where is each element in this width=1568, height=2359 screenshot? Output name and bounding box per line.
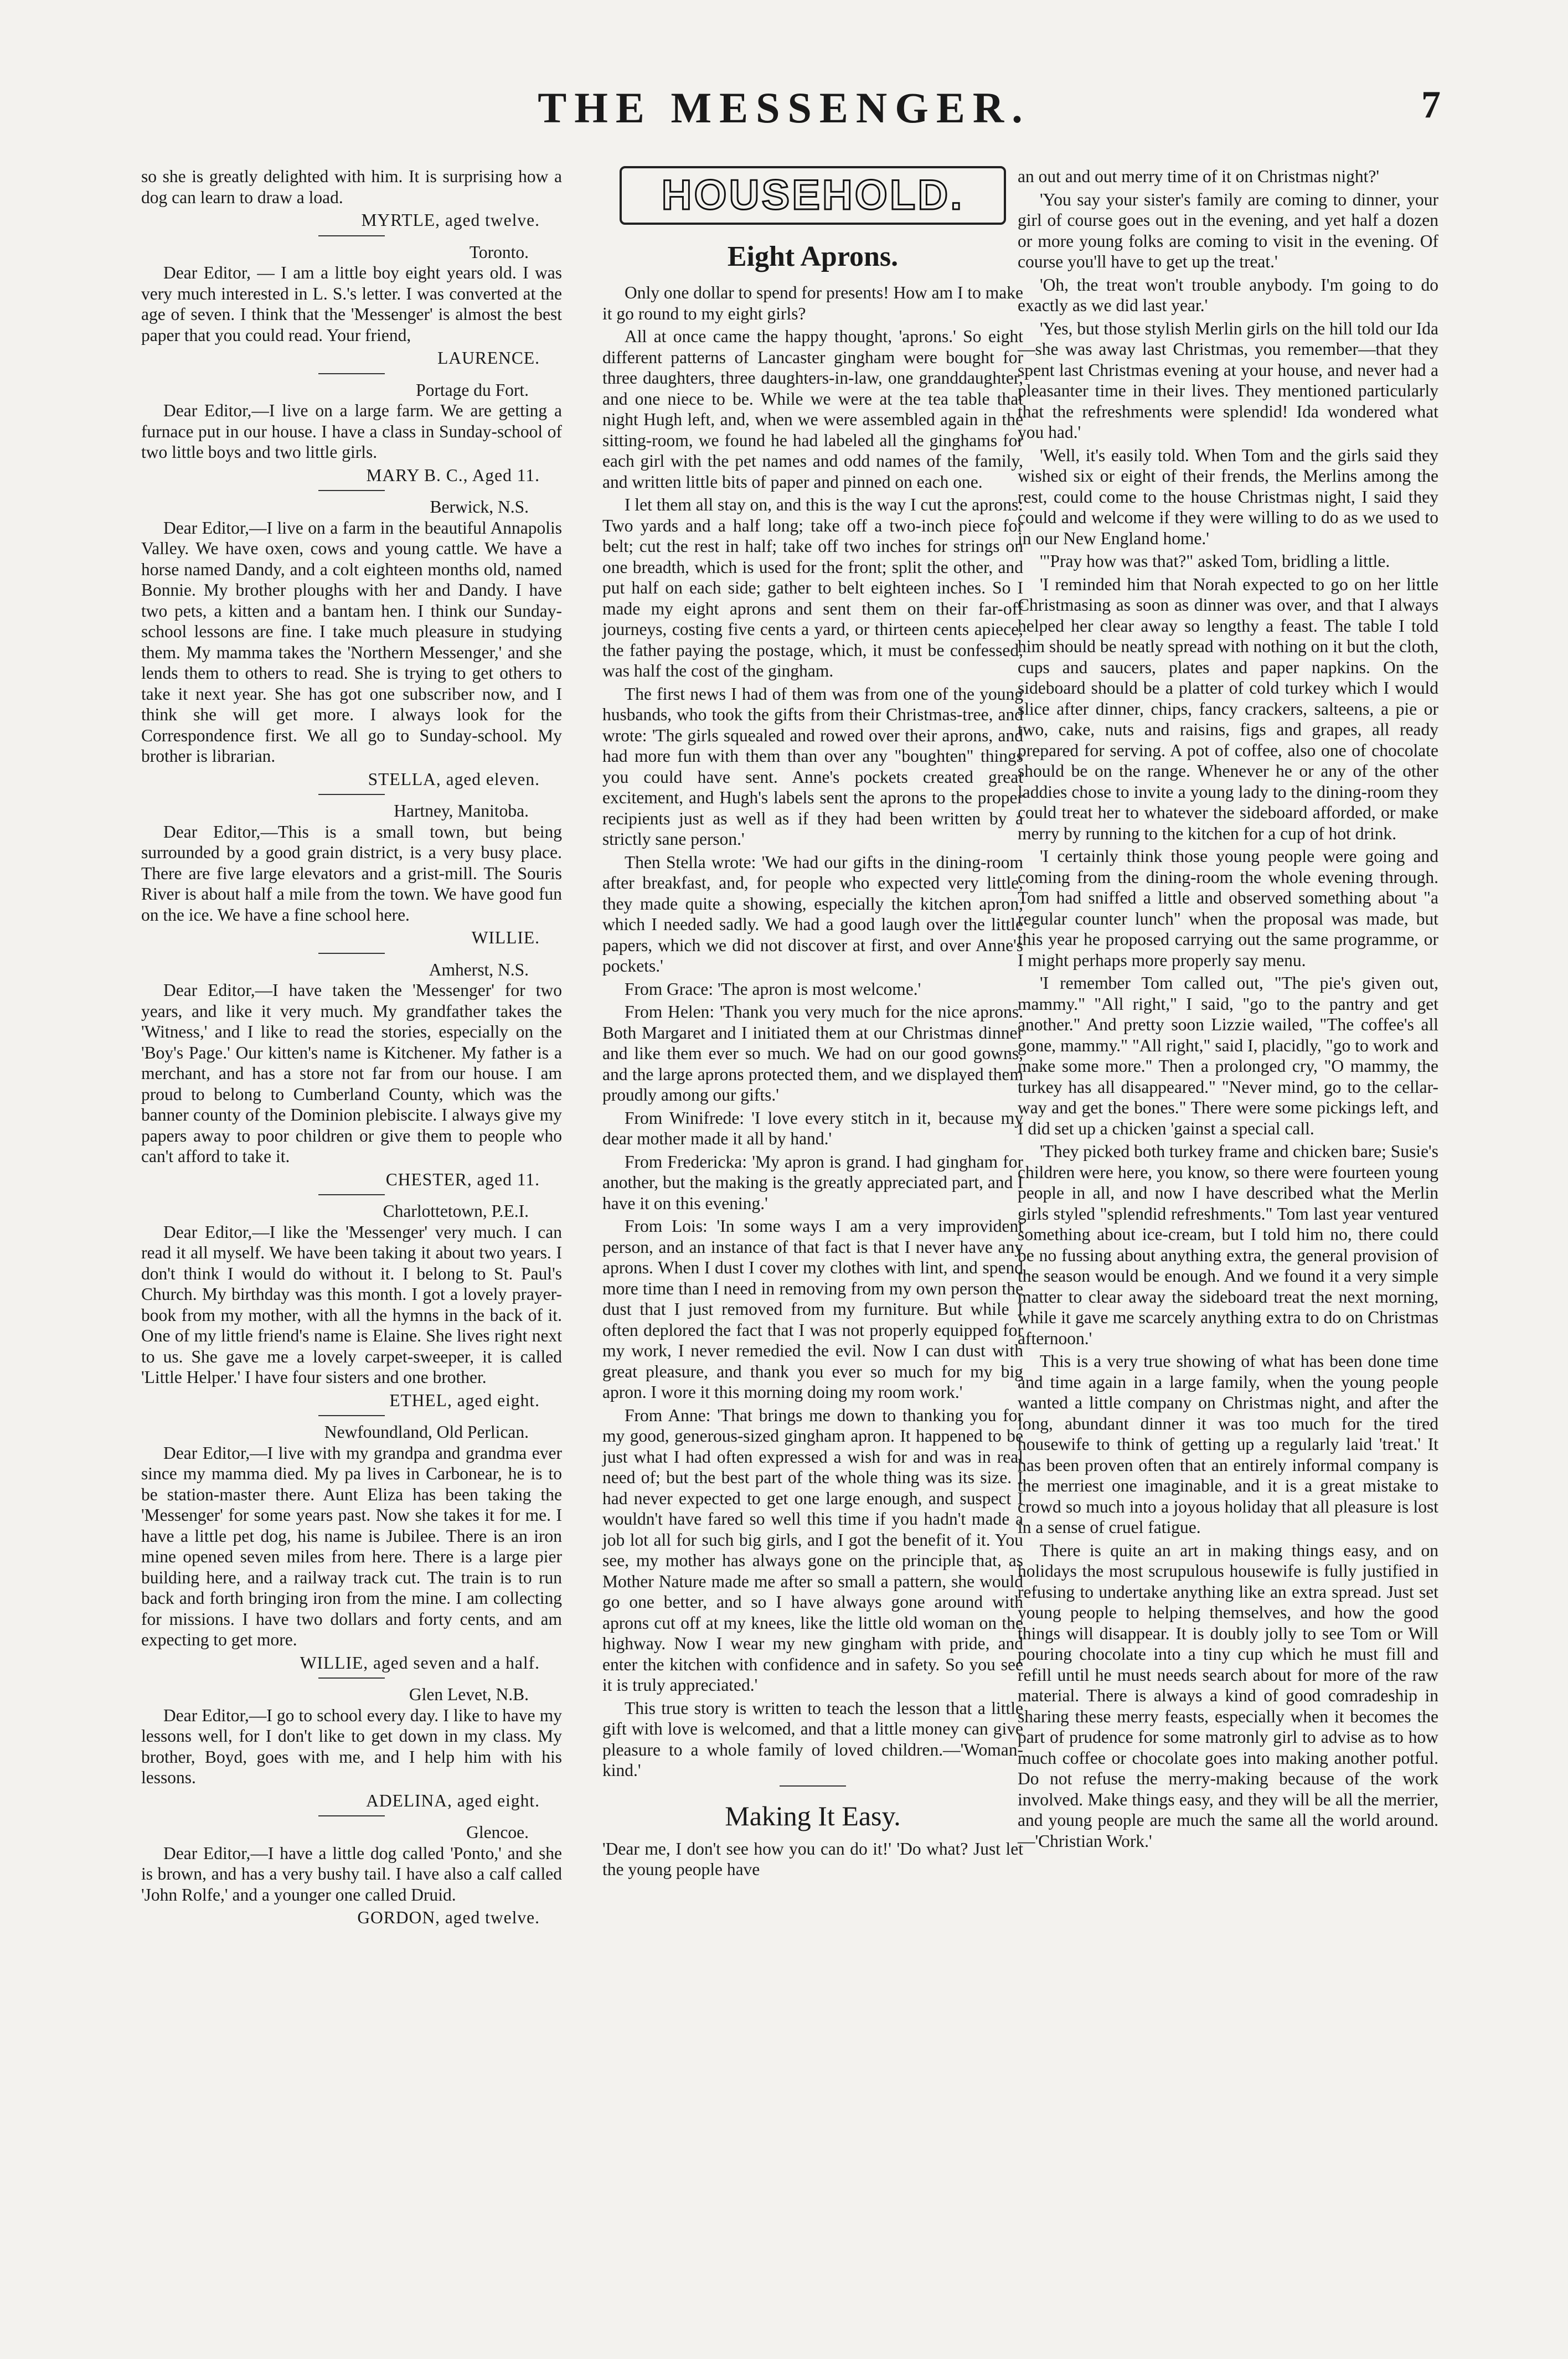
- article-paragraph: From Helen: 'Thank you very much for the nice aprons. Both Margaret and I initiated them at our Christmas dinner and like them ever so much. We had on our good gowns, and the large aprons protected them, and we displayed them proudly among our gifts.': [602, 1002, 1023, 1104]
- letter-fragment: so she is greatly delighted with him. It is surprising how a dog can learn to draw a load.: [141, 167, 562, 207]
- letter-place: Toronto.: [469, 242, 529, 262]
- letter: [141, 953, 562, 1190]
- article-paragraph: 'I remember Tom called out, "The pie's given out, mammy." "All right," I said, "go to the pantry and get another." And pretty soon Lizzie wailed, "The coffee's all gone, mammy." "All right," said I, placidly, "go to work and make some more." Then a prolonged cry, "O mammy, the turkey has all disappeared." "Never mind, go to the cellar-way and get the bones." There were some pickings left, and I did set up a chicken 'gainst a special call.: [1018, 973, 1438, 1138]
- letter-signature: CHESTER, aged 11.: [385, 1169, 540, 1189]
- divider: [318, 1815, 385, 1816]
- article-paragraph: All at once came the happy thought, 'aprons.' So eight different patterns of Lancaster gingham were bought for three daughters, three daughters-in-law, one granddaughter, and one niece to be. While we were at the tea table that night Hugh left, and, when we were assembled again in the sitting-room, we found he had labeled all the ginghams for each girl with the pet names and odd names of the family, and written little bits of paper and pinned on each one.: [602, 327, 1023, 492]
- article-paragraph: 'Oh, the treat won't trouble anybody. I'm going to do exactly as we did last year.': [1018, 275, 1438, 315]
- article-paragraph: Then Stella wrote: 'We had our gifts in the dining-room after breakfast, and, for people who expected very little, they made quite a showing, especially the kitchen apron, which I needed sadly. We had a good laugh over the little papers, which we did not discover at first, and over Anne's pockets.': [602, 852, 1023, 975]
- page-number: 7: [1421, 84, 1441, 126]
- letter: [141, 373, 562, 486]
- column-correspondence: [141, 166, 562, 1932]
- letter-body: Dear Editor,—This is a small town, but being surrounded by a good grain district, is a very busy place. There are five large elevators and a grist-mill. The Souris River is about half a mile from the town. We have good fun on the ice. We have a fine school here.: [141, 822, 562, 925]
- letter-signature: MYRTLE, aged twelve.: [361, 210, 540, 230]
- letter-signature: ETHEL, aged eight.: [389, 1390, 540, 1410]
- article-title: Making It Easy.: [725, 1800, 901, 1831]
- letter-body: Dear Editor,—I live with my grandpa and grandma ever since my mamma died. My pa lives in Carbonear, he is to be station-master there. Aunt Eliza has been taking the 'Messenger' for some years past. Now she takes it for me. I have a little pet dog, his name is Jubilee. There is an iron mine opened seven miles from here. There is a large pier building here, and a railway track cut. The train is to run back and forth bringing iron from the mine. I am collecting for missions. I have two dollars and forty cents, and am expecting to get more.: [141, 1443, 562, 1649]
- letter-body: Dear Editor,—I have a little dog called 'Ponto,' and she is brown, and has a very bushy tail. I have also a calf called 'John Rolfe,' and a younger one called Druid.: [141, 1843, 562, 1904]
- article-paragraph: 'Dear me, I don't see how you can do it!' 'Do what? Just let the young people have: [602, 1839, 1023, 1879]
- letter-place: Glen Levet, N.B.: [409, 1685, 529, 1704]
- divider: [318, 953, 385, 954]
- letter-signature: WILLIE, aged seven and a half.: [300, 1653, 540, 1673]
- article-paragraph: From Grace: 'The apron is most welcome.': [625, 979, 921, 999]
- article-paragraph: This is a very true showing of what has been done time and time again in a large family, when the young people wanted a little company on Christmas night, and after the long, abundant dinner it was too much for the tired housewife to think of getting up a regularly laid 'treat.' It has been proven often that an entirely informal company is the merriest one imaginable, and it is a great mistake to crowd so much into a joyous holiday that all pleasure is lost in a sense of cruel fatigue.: [1018, 1351, 1438, 1537]
- article-paragraph: From Lois: 'In some ways I am a very improvident person, and an instance of that fact is that I never have any aprons. When I dust I cover my clothes with lint, and spend more time than I need in removing from my own person the dust that I just removed from my furniture. But while I often deplored the fact that I was not properly equipped for my work, I never remedied the evil. Now I can dust with great pleasure, and thank you ever so much for my big apron. I wore it this morning doing my room work.': [602, 1216, 1023, 1402]
- article-paragraph: Only one dollar to spend for presents! How am I to make it go round to my eight girls?: [602, 283, 1023, 323]
- letter: [141, 235, 562, 369]
- column-article-continued: [1018, 166, 1438, 1854]
- letter-signature: WILLIE.: [471, 928, 540, 947]
- article-paragraph: 'I reminded him that Norah expected to go on her little Christmasing as soon as dinner was over, and that I always helped her clear away so lengthy a feast. The table I told him should be neatly spread with nothing on it but the cloth, cups and saucers, plates and paper napkins. On the sideboard should be a platter of cold turkey which I would slice after dinner, chips, fancy crackers, salteens, a pie or two, cake, nuts and raisins, figs and grapes, all ready prepared for serving. A pot of coffee, also one of chocolate should be on the range. Whenever he or any of the other laddies chose to invite a young lady to the dining-room they could treat her to whatever the sideboard afforded, or make merry by running to the kitchen for a cup of hot drink.: [1018, 574, 1438, 843]
- column-household: [602, 166, 1023, 1882]
- letter: [141, 1415, 562, 1673]
- letter-place: Glencoe.: [466, 1823, 529, 1842]
- article-paragraph: 'Well, it's easily told. When Tom and the girls said they wished six or eight of their frends, the Merlins among the rest, could come to the house Christmas night, I said they could and welcome if they were willing to do as we used to in our New England home.': [1018, 445, 1438, 548]
- letter-body: Dear Editor, — I am a little boy eight years old. I was very much interested in L. S.'s letter. I was converted at the age of seven. I think that the 'Messenger' is almost the best paper that you could read. Your friend,: [141, 263, 562, 345]
- article-paragraph: There is quite an art in making things easy, and on holidays the most scrupulous housewife is fully justified in refusing to undertake anything like an extra spread. Just set young people to helping themselves, and how the good things will disappear. It is doubly jolly to see Tom or Will pouring chocolate into a tiny cup which he must fill and refill until he must needs search about for more of the raw material. There is always a kind of good comradeship in sharing these merry feasts, especially when it becomes the part of prudence for some matronly girl to advise as to how much coffee or chocolate goes into making another potful. Do not refuse the merry-making because of the work involved. Make things easy, and they will be all the merrier, and young people are much the same all the world around.—'Christian Work.': [1018, 1540, 1438, 1851]
- letter: [141, 1677, 562, 1811]
- letter-body: Dear Editor,—I like the 'Messenger' very much. I can read it all myself. We have been taking it about two years. I don't think I would do without it. I belong to St. Paul's Church. My birthday was this month. I got a lovely prayer-book from my mother, with all the hymns in the back of it. One of my little friend's name is Elaine. She lives right next to us. She gave me a lovely carpet-sweeper, it is called 'Little Helper.' I have four sisters and one brother.: [141, 1222, 562, 1387]
- divider: [318, 1194, 385, 1195]
- letter-place: Amherst, N.S.: [429, 959, 529, 979]
- article-paragraph: 'I certainly think those young people were going and coming from the dining-room the whole evening through. Tom had sniffed a little and observed something about "a regular counter lunch" when the proposal was made, but this year he proposed carrying out the same programme, or I might perhaps more properly say menu.: [1018, 846, 1438, 970]
- letter-signature: STELLA, aged eleven.: [368, 769, 540, 789]
- letter: [141, 794, 562, 948]
- letter-signature: ADELINA, aged eight.: [366, 1790, 540, 1810]
- letter-body: Dear Editor,—I live on a farm in the beautiful Annapolis Valley. We have oxen, cows and young cattle. We have a horse named Dandy, and a colt eighteen months old, named Bonnie. My brother ploughs with her and Dandy. I have two pets, a kitten and a bantam hen. I think our Sunday-school lessons are fine. I take much pleasure in studying them. My mamma takes the 'Northern Messenger,' and she lends them to others to read. She is trying to get others to take it next year. She has got one subscriber now, and I think she will get more. I always look for the Correspondence first. We all go to Sunday-school. My brother is librarian.: [141, 518, 562, 766]
- divider: [318, 1415, 385, 1416]
- letter-place: Charlottetown, P.E.I.: [383, 1201, 529, 1221]
- letter: [141, 1815, 562, 1928]
- letter-place: Hartney, Manitoba.: [394, 801, 529, 820]
- divider: [318, 490, 385, 491]
- article-paragraph: 'Yes, but those stylish Merlin girls on the hill told our Ida—she was away last Christmas, you remember—that they spent last Christmas evening at your house, and never had a pleasanter time in their lives. They mentioned particularly that the refreshments were splendid! Ida wondered what you had.': [1018, 318, 1438, 442]
- letter-signature: LAURENCE.: [437, 348, 540, 368]
- letter-signature: MARY B. C., Aged 11.: [366, 465, 540, 485]
- household-heading: HOUSEHOLD.: [620, 166, 1006, 225]
- article-paragraph: I let them all stay on, and this is the way I cut the aprons: Two yards and a half long; take off a two-inch piece for belt; cut the rest in half; take off two inches for strings on one breadth, which is used for the front; split the other, and put half on each side; gather to belt eighteen inches. So I made my eight aprons and sent them on their far-off journeys, costing five cents a yard, or thirteen cents apiece, the father paying the postage, which, it must be confessed, was half the cost of the gingham.: [602, 495, 1023, 680]
- letter-body: Dear Editor,—I have taken the 'Messenger' for two years, and like it very much. My grandfather takes the 'Witness,' and I like to read the stories, especially on the 'Boy's Page.' Our kitten's name is Kitchener. My father is a merchant, and has a store not far from our house. I am proud to belong to Cumberland County, which was the banner county of the Dominion plebiscite. I always give my papers away to poor children or give them to people who can't afford to take it.: [141, 980, 562, 1166]
- divider: [318, 794, 385, 795]
- article-paragraph: This true story is written to teach the lesson that a little gift with love is welcomed, and that a little money can give pleasure to a whole family of loved children.—'Woman-kind.': [602, 1698, 1023, 1780]
- article-paragraph: '"Pray how was that?" asked Tom, bridling a little.: [1040, 551, 1390, 571]
- divider: [318, 373, 385, 374]
- letter-body: Dear Editor,—I go to school every day. I like to have my lessons well, for I don't like to get down in my class. My brother, Boyd, goes with me, and I help him with his lessons.: [141, 1705, 562, 1787]
- article-title: Eight Aprons.: [727, 241, 899, 272]
- letter-signature: GORDON, aged twelve.: [357, 1908, 540, 1927]
- letter-body: Dear Editor,—I live on a large farm. We are getting a furnace put in our house. I have a class in Sunday-school of two little boys and two little girls.: [141, 401, 562, 462]
- article-paragraph: The first news I had of them was from one of the young husbands, who took the gifts from their Christmas-tree, and wrote: 'The girls squealed and rowed over their aprons, and had more fun with them than over any "boughten" things you could have sent. Anne's pockets created great excitement, and Hugh's labels sent the aprons to the proper recipients just as well as if they had been written by a strictly sane person.': [602, 684, 1023, 849]
- masthead-title: THE MESSENGER.: [538, 84, 1030, 132]
- letter-place: Berwick, N.S.: [430, 497, 529, 517]
- letter: [141, 1194, 562, 1411]
- letter-place: Newfoundland, Old Perlican.: [324, 1422, 529, 1442]
- article-paragraph: 'You say your sister's family are coming to dinner, your girl of course goes out in the evening, and yet half a dozen or more young folks are coming to visit in the evening. Of course you'll have to get up the treat.': [1018, 189, 1438, 271]
- article-paragraph: From Winifrede: 'I love every stitch in it, because my dear mother made it all by hand.': [602, 1108, 1023, 1148]
- article-paragraph: From Fredericka: 'My apron is grand. I had gingham for another, but the making is the greatly appreciated part, and I have it on this evening.': [602, 1152, 1023, 1213]
- article-paragraph: an out and out merry time of it on Christmas night?': [1018, 167, 1380, 186]
- letter: [141, 490, 562, 789]
- article-paragraph: From Anne: 'That brings me down to thanking you for my good, generous-sized gingham apron. It happened to be just what I had often expressed a wish for and was in real need of; but the best part of the whole thing was its size. I had never expected to get one large enough, and suspect I wouldn't have fared so well this time if you hadn't made a job lot all for such big girls, and I got the benefit of it. You see, my mother has always gone on the principle that, as Mother Nature made me after so small a pattern, she would go one better, and so I have always gone around with aprons cut off at my knees, like the little old woman on the highway. Now I wear my new gingham with pride, and enter the kitchen with confidence and in safety. So you see it is truly appreciated.': [602, 1405, 1023, 1695]
- letter-place: Portage du Fort.: [416, 380, 529, 400]
- divider: [780, 1785, 846, 1787]
- divider: [318, 235, 385, 236]
- divider: [318, 1677, 385, 1679]
- article-paragraph: 'They picked both turkey frame and chicken bare; Susie's children were here, you know, so there were fourteen young people in all, and now I have described what the Merlin girls styled "splendid refreshments." Tom last year ventured something about ice-cream, but I told him no, there could be no fussing about anything extra, the general provision of the season would be enough. And we found it a very simple matter to clear away the sideboard treat the next morning, while it gave me scarcely anything extra to do on Christmas afternoon.': [1018, 1142, 1438, 1348]
